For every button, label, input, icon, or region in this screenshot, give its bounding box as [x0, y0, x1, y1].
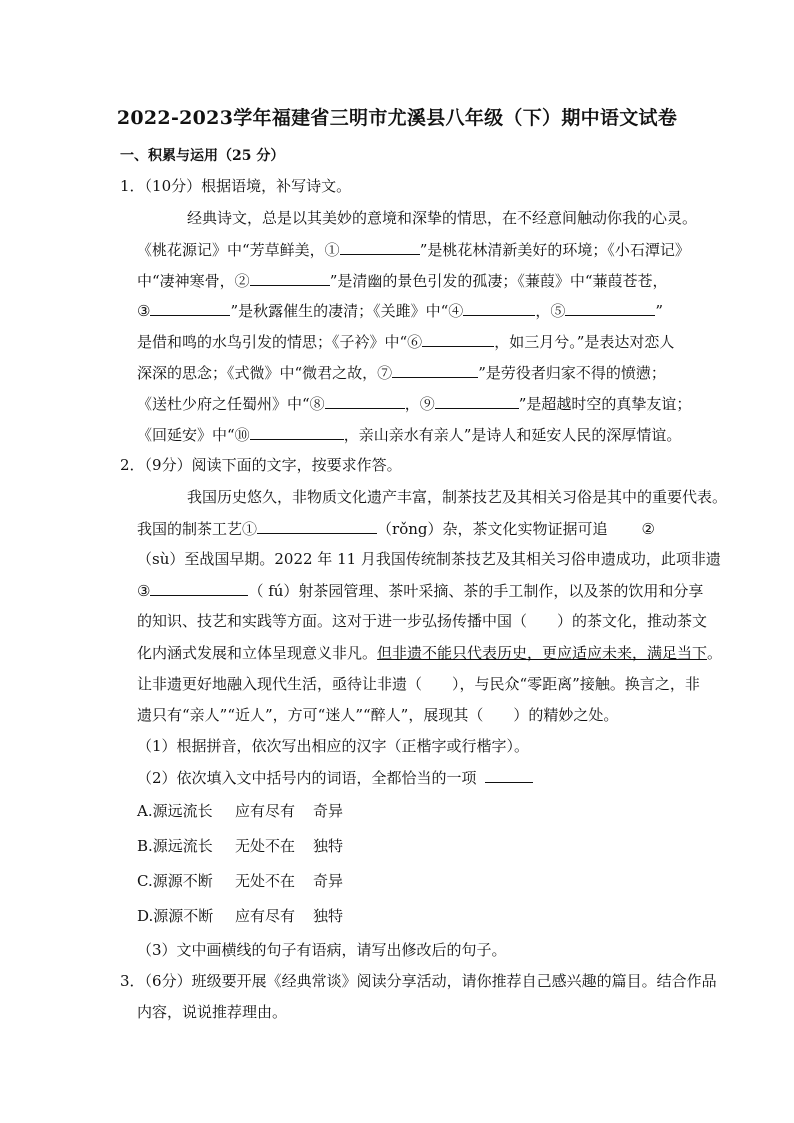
blank-number: ⑤	[550, 302, 566, 320]
text: ”是桃花林清新美好的环境；《小石潭记》	[419, 241, 690, 259]
q1-line-2	[137, 239, 690, 260]
q1-line-7	[137, 393, 691, 414]
option-word-2: 无处不在	[235, 872, 296, 890]
q3-heading: 3．（6分）班级要开展《经典常谈》阅读分享活动，请你推荐自己感兴趣的篇目。结合作品	[120, 972, 717, 990]
q2-line-5: 的知识、技艺和实践等方面。这对于进一步弘扬传播中国（ ）的茶文化，推动茶文	[137, 612, 708, 630]
text: ”	[655, 302, 664, 320]
option-b[interactable]	[137, 836, 343, 856]
answer-blank-5[interactable]	[565, 300, 655, 316]
text: ”是超越时空的真挚友谊；	[518, 395, 692, 413]
answer-blank-q2-3[interactable]	[150, 580, 248, 596]
text: ”是劳役者归家不得的愤懑；	[478, 364, 666, 382]
q2-line-7: 让非遗更好地融入现代生活，亟待让非遗（ ），与民众“零距离”接触。换言之，非	[137, 675, 700, 693]
answer-blank-4[interactable]	[463, 300, 535, 316]
q2-line-2	[137, 518, 655, 539]
blank-number: ②	[641, 520, 655, 538]
answer-blank-2[interactable]	[250, 270, 330, 286]
option-a[interactable]	[137, 801, 343, 821]
text: 深深的思念；《式微》中“微君之故，	[137, 364, 378, 382]
answer-blank-10[interactable]	[250, 424, 344, 440]
option-c[interactable]	[137, 871, 343, 891]
answer-blank-6[interactable]	[422, 331, 494, 347]
blank-number: ⑩	[234, 426, 250, 444]
text: 《回延安》中“	[137, 426, 235, 444]
answer-blank-q2-choice[interactable]	[485, 767, 533, 783]
text: （ fú）射茶园管理、茶叶采摘、茶的手工制作，以及茶的饮用和分享	[248, 582, 704, 600]
q1-line-6	[137, 362, 666, 383]
blank-number: ③	[137, 582, 151, 600]
text: 《送杜少府之任蜀州》中“	[137, 395, 310, 413]
text: 是借和鸣的水鸟引发的情思；《子衿》中“	[137, 333, 408, 351]
option-word-3: 独特	[313, 837, 344, 855]
blank-number: ⑦	[377, 364, 393, 382]
blank-number: ⑥	[407, 333, 423, 351]
text: 。	[707, 644, 723, 662]
blank-number: ①	[242, 520, 258, 538]
blank-number: ②	[234, 272, 250, 290]
q1-line-4	[137, 300, 663, 321]
text: （rǒng）杂，茶文化实物证据可追	[377, 520, 608, 538]
q2-sub-3: （3）文中画横线的句子有语病，请写出修改后的句子。	[137, 941, 507, 959]
option-d[interactable]	[137, 906, 343, 926]
q2-sub-2	[137, 767, 533, 788]
text: （2）依次填入文中括号内的词语，全都恰当的一项	[137, 769, 477, 787]
text: ”是清幽的景色引发的孤凄；《蒹葭》中“蒹葭苍苍，	[329, 272, 668, 290]
q2-line-3: （sù）至战国早期。2022 年 11 月我国传统制茶技艺及其相关习俗申遗成功，此项非遗	[137, 550, 721, 568]
option-word-3: 奇异	[313, 802, 344, 820]
q3-line-2: 内容，说说推荐理由。	[137, 1003, 288, 1021]
text: ，	[404, 395, 420, 413]
answer-blank-3[interactable]	[150, 300, 230, 316]
q1-line-5	[137, 331, 674, 352]
blank-number: ③	[137, 302, 151, 320]
exam-title: 2022-2023学年福建省三明市尤溪县八年级（下）期中语文试卷	[116, 107, 678, 129]
q2-line-1: 我国历史悠久，非物质文化遗产丰富，制茶技艺及其相关习俗是其中的重要代表。	[187, 488, 728, 506]
q1-line-3	[137, 270, 668, 291]
answer-blank-7[interactable]	[392, 362, 478, 378]
q2-line-4	[137, 580, 703, 601]
text: 《桃花源记》中“芳草鲜美，	[137, 241, 325, 259]
underlined-sentence: 但非遗不能只代表历史，更应适应未来，满足当下	[377, 644, 708, 662]
blank-number: ⑨	[419, 395, 435, 413]
text: ，如三月兮。”是表达对恋人	[494, 333, 675, 351]
blank-number: ⑧	[309, 395, 325, 413]
option-word-3: 奇异	[313, 872, 344, 890]
option-label: C.源源不断	[137, 872, 213, 890]
option-label: A.源远流长	[137, 802, 213, 820]
answer-blank-9[interactable]	[435, 393, 519, 409]
q2-line-6	[137, 643, 722, 663]
text: ，	[535, 302, 551, 320]
text: 我国的制茶工艺	[137, 520, 243, 538]
q1-line-1: 经典诗文，总是以其美妙的意境和深挚的情思，在不经意间触动你我的心灵。	[187, 209, 698, 227]
answer-blank-8[interactable]	[325, 393, 405, 409]
q1-heading: 1．（10分）根据语境，补写诗文。	[120, 177, 352, 195]
text: 化内涵式发展和立体呈现意义非凡。	[137, 644, 378, 662]
option-word-3: 独特	[313, 907, 344, 925]
text: 中“凄神寒骨，	[137, 272, 235, 290]
answer-blank-q2-1[interactable]	[257, 518, 377, 534]
text: ，亲山亲水有亲人”是诗人和延安人民的深厚情谊。	[343, 426, 682, 444]
blank-number: ④	[448, 302, 464, 320]
q2-sub-1: （1）根据拼音，依次写出相应的汉字（正楷字或行楷字）。	[137, 737, 530, 755]
option-word-2: 应有尽有	[235, 802, 296, 820]
q2-line-8: 遗只有“亲人”“近人”，方可“迷人”“醉人”，展现其（ ）的精妙之处。	[137, 706, 619, 724]
section-heading: 一、积累与运用（25 分）	[120, 148, 285, 164]
q1-line-8	[137, 424, 681, 445]
option-word-2: 应有尽有	[235, 907, 296, 925]
option-word-2: 无处不在	[235, 837, 296, 855]
q2-heading: 2．（9分）阅读下面的文字，按要求作答。	[120, 456, 402, 474]
blank-number: ①	[324, 241, 340, 259]
text: ”是秋露催生的凄清；《关雎》中“	[230, 302, 449, 320]
option-label: B.源远流长	[137, 837, 213, 855]
answer-blank-1[interactable]	[340, 239, 420, 255]
option-label: D.源源不断	[137, 907, 214, 925]
